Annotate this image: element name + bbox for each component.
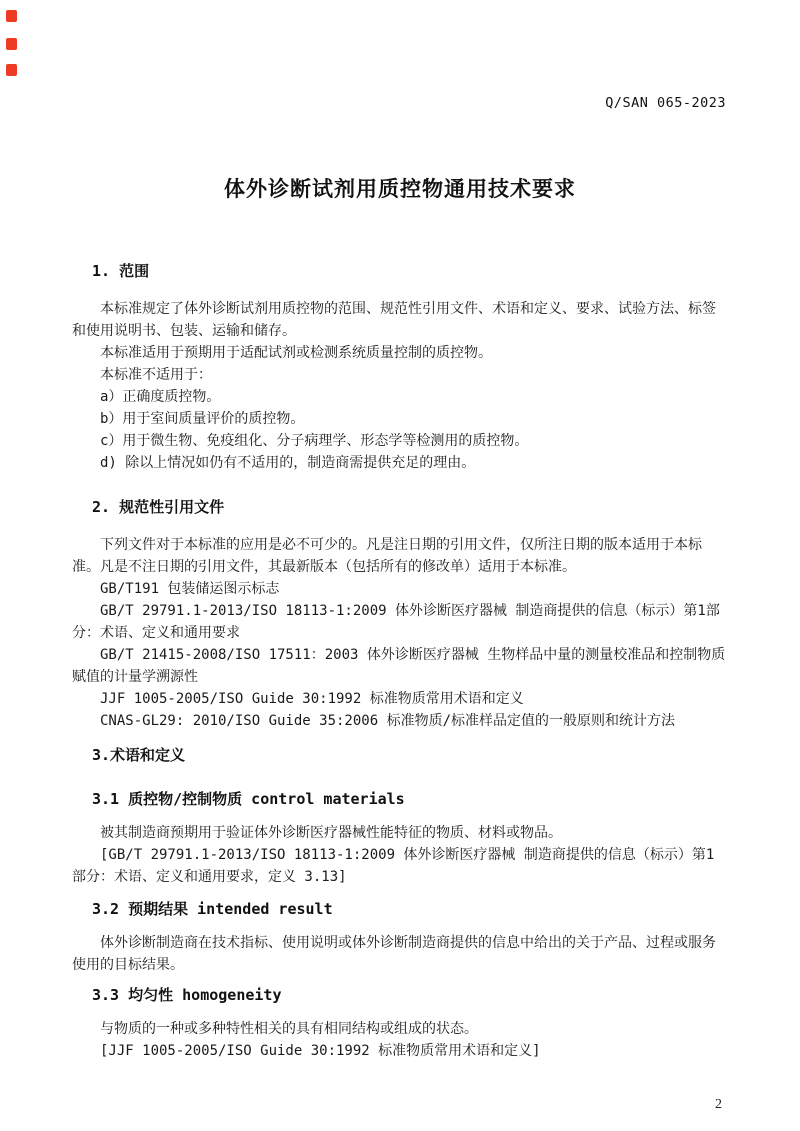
section-3-2-heading: 3.2 预期结果 intended result <box>92 900 333 918</box>
paragraph: 本标准不适用于： <box>100 367 212 383</box>
document-title: 体外诊断试剂用质控物通用技术要求 <box>224 178 576 201</box>
section-3-1-control-materials <box>72 788 728 888</box>
document-body <box>72 252 728 1062</box>
reference-entry: GB/T191 包装储运图示标志 <box>100 581 280 597</box>
section-3-heading: 3.术语和定义 <box>92 746 186 764</box>
section-2-normative-references <box>72 496 728 732</box>
paragraph: 本标准适用于预期用于适配试剂或检测系统质量控制的质控物。 <box>100 345 492 361</box>
paragraph: 下列文件对于本标准的应用是必不可少的。凡是注日期的引用文件，仅所注日期的版本适用于本标准。凡是不注日期的引用文件，其最新版本（包括所有的修改单）适用于本标准。 <box>72 537 702 575</box>
page-number: 2 <box>715 1097 722 1112</box>
section-3-3-homogeneity <box>72 984 728 1062</box>
red-marker-icon <box>6 10 17 22</box>
section-3-terms-and-definitions <box>72 744 728 766</box>
paragraph: 本标准规定了体外诊断试剂用质控物的范围、规范性引用文件、术语和定义、要求、试验方法、标签和使用说明书、包装、运输和储存。 <box>72 301 716 339</box>
list-item-a: a）正确度质控物。 <box>100 389 221 405</box>
section-1-scope <box>72 260 728 474</box>
reference-entry: JJF 1005-2005/ISO Guide 30:1992 标准物质常用术语和定义 <box>100 691 524 707</box>
doc-number: Q/SAN 065-2023 <box>605 95 726 111</box>
section-3-2-intended-result <box>72 898 728 976</box>
section-1-heading: 1. 范围 <box>92 262 150 280</box>
paragraph: 体外诊断制造商在技术指标、使用说明或体外诊断制造商提供的信息中给出的关于产品、过程或服务使用的目标结果。 <box>72 935 716 973</box>
reference-entry: [GB/T 29791.1-2013/ISO 18113-1:2009 体外诊断医疗器械 制造商提供的信息（标示）第1部分：术语、定义和通用要求，定义 3.13] <box>72 847 715 885</box>
section-3-1-heading: 3.1 质控物/控制物质 control materials <box>92 790 405 808</box>
list-item-c: c）用于微生物、免疫组化、分子病理学、形态学等检测用的质控物。 <box>100 433 529 449</box>
reference-entry: GB/T 21415-2008/ISO 17511：2003 体外诊断医疗器械 生物样品中量的测量校准品和控制物质赋值的计量学溯源性 <box>72 647 726 685</box>
paragraph: 被其制造商预期用于验证体外诊断医疗器械性能特征的物质、材料或物品。 <box>100 825 562 841</box>
reference-entry: GB/T 29791.1-2013/ISO 18113-1:2009 体外诊断医疗器械 制造商提供的信息（标示）第1部分：术语、定义和通用要求 <box>72 603 720 641</box>
red-marker-icon <box>6 38 17 50</box>
section-2-heading: 2. 规范性引用文件 <box>92 498 225 516</box>
section-3-3-heading: 3.3 均匀性 homogeneity <box>92 986 282 1004</box>
reference-entry: CNAS-GL29: 2010/ISO Guide 35:2006 标准物质/标准样品定值的一般原则和统计方法 <box>100 713 676 729</box>
reference-entry: [JJF 1005-2005/ISO Guide 30:1992 标准物质常用术语和定义] <box>100 1043 541 1059</box>
red-marker-icon <box>6 64 17 76</box>
list-item-d: d) 除以上情况如仍有不适用的，制造商需提供充足的理由。 <box>100 455 476 471</box>
list-item-b: b）用于室间质量评价的质控物。 <box>100 411 305 427</box>
paragraph: 与物质的一种或多种特性相关的具有相同结构或组成的状态。 <box>100 1021 478 1037</box>
